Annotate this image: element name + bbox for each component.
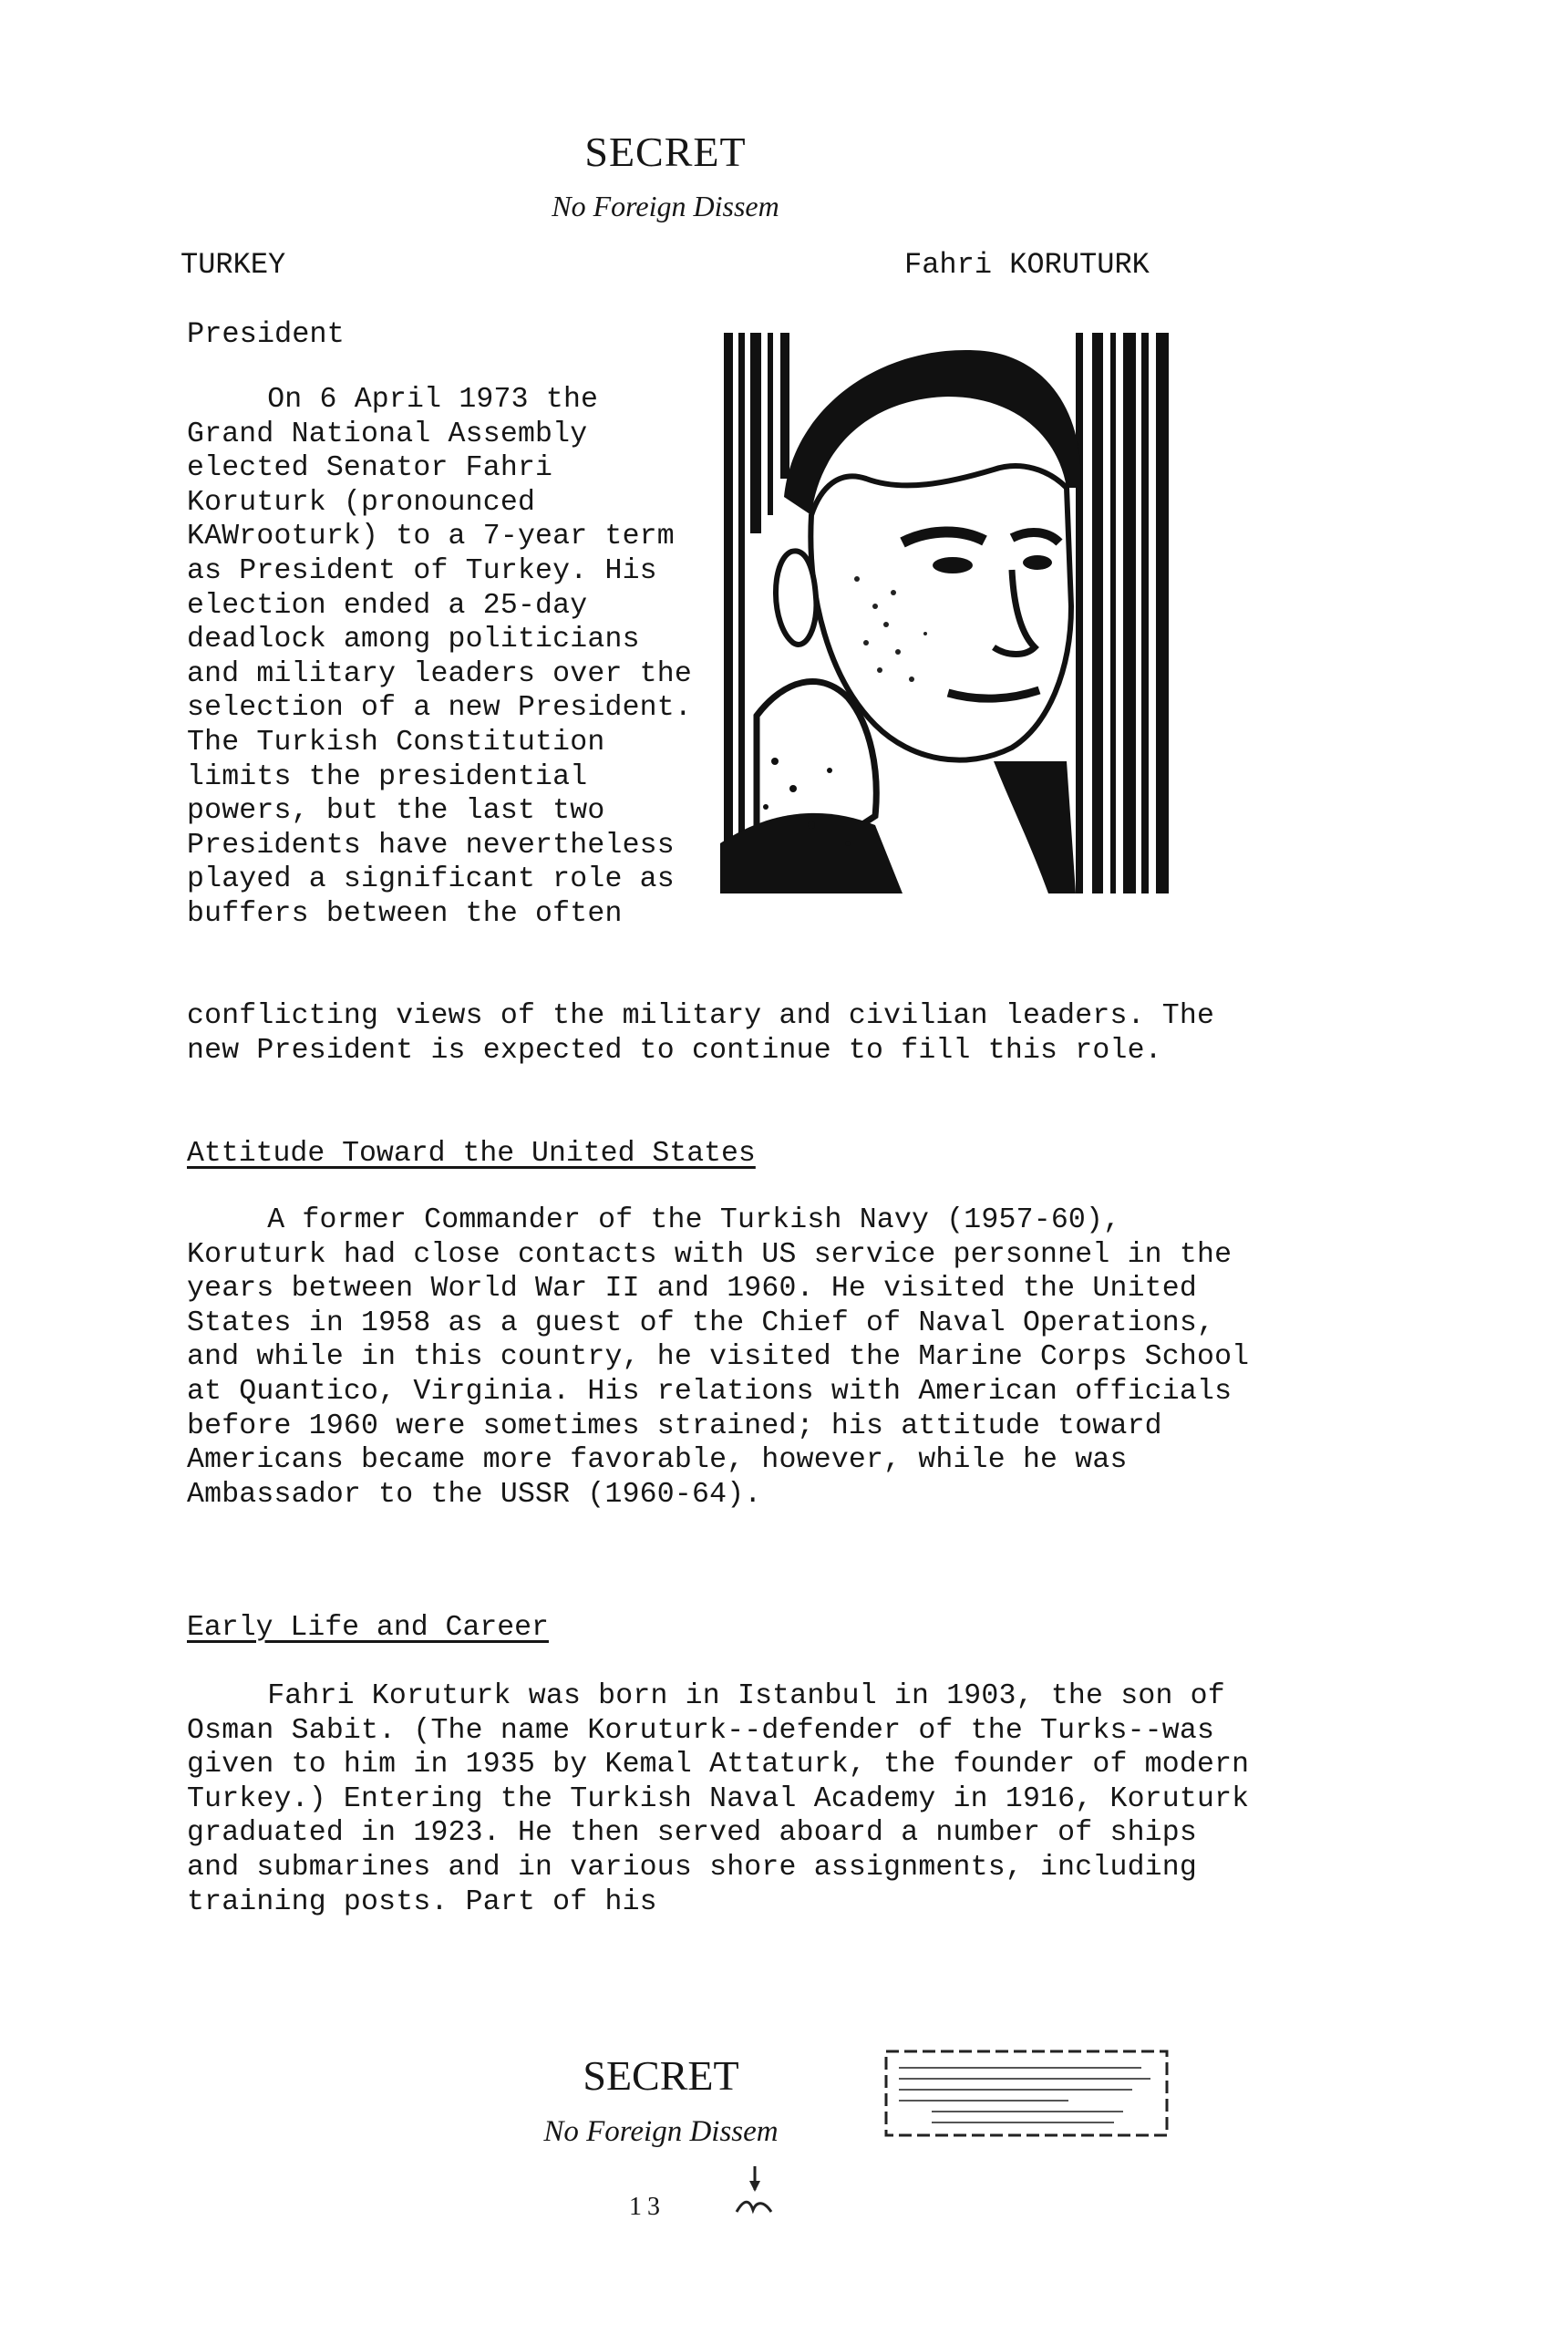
section-heading-early-life: Early Life and Career	[187, 1612, 549, 1644]
attitude-paragraph: A former Commander of the Turkish Navy (1957-60), Koruturk had close contacts with US service personnel in the years between World War II and 1960. He visited the United States in 1958 as a guest of the Chief of Naval Operations, and while in this country, he visited the Marine Corps School at Quantico, Virginia. His relations with American officials before 1960 were sometimes strained; his attitude toward Americans became more favorable, however, while he was Ambassador to the USSR (1960-64).	[187, 1204, 1250, 1511]
subject-role: President	[187, 317, 345, 351]
section-heading-attitude: Attitude Toward the United States	[187, 1138, 756, 1170]
page-number: 13	[629, 2193, 665, 2221]
handwritten-mark-icon	[729, 2163, 780, 2217]
early-life-paragraph: Fahri Koruturk was born in Istanbul in 1903, the son of Osman Sabit. (The name Koruturk--defender of the Turks--was given to him in 1935 by Kemal Attaturk, the founder of modern Turkey.) Entering the Turkish Naval Academy in 1916, Koruturk graduated in 1923. He then served aboard a number of ships and submarines and in various shore assignments, including training posts. Part of his	[187, 1680, 1250, 1918]
portrait-photo	[720, 333, 1176, 893]
attitude-section	[187, 1203, 1263, 1512]
intro-paragraph	[187, 383, 697, 932]
intro-text-wide: conflicting views of the military and civilian leaders. The new President is expected to continue to fill this role.	[187, 1000, 1215, 1067]
country-label: TURKEY	[181, 248, 286, 282]
intro-text-narrow: On 6 April 1973 the Grand National Assembly elected Senator Fahri Koruturk (pronounced KAWrooturk) to a 7-year term as President of Turkey. His election ended a 25-day deadlock among politicians and military leaders over the selection of a new President. The Turkish Constitution limits the presidential powers, but the last two Presidents have nevertheless played a significant role as buffers between the often	[187, 384, 692, 930]
classification-header: SECRET	[584, 129, 747, 175]
dissemination-caveat-footer: No Foreign Dissem	[543, 2115, 779, 2148]
dissemination-caveat-header: No Foreign Dissem	[552, 190, 779, 222]
declassification-stamp-icon	[877, 2046, 1176, 2141]
subject-name: Fahri KORUTURK	[904, 248, 1150, 282]
early-life-section	[187, 1679, 1263, 1919]
intro-paragraph-continued	[187, 999, 1244, 1068]
classification-footer: SECRET	[583, 2052, 739, 2099]
